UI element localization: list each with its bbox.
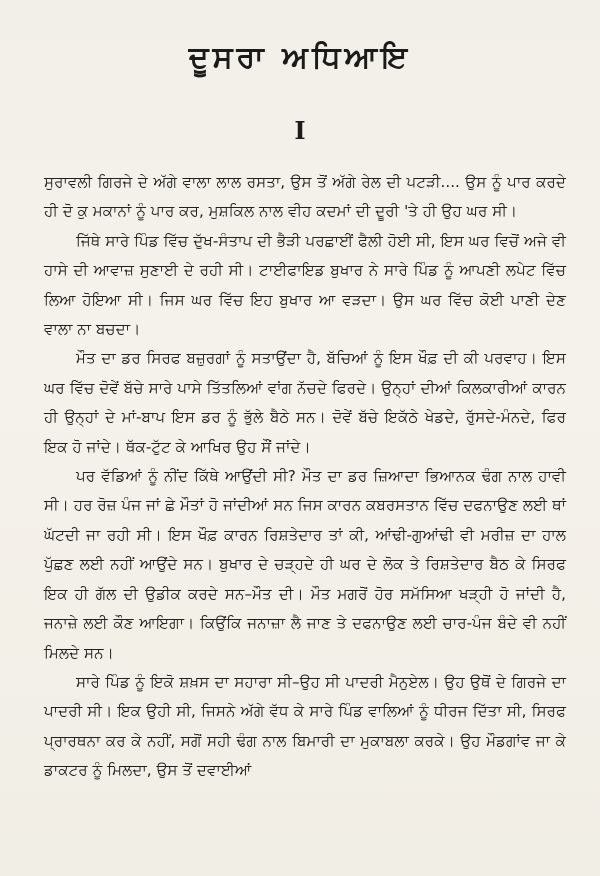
paragraph-2: ਜਿੱਥੇ ਸਾਰੇ ਪਿੰਡ ਵਿੱਚ ਦੁੱਖ-ਸੰਤਾਪ ਦੀ ਭੈੜੀ ਪਰਛਾਈਂ ਫੈਲੀ ਹੋਈ ਸੀ, ਇਸ ਘਰ ਵਿਚੋਂ ਅਜੇ ਵੀ ਹਾਸੇ ਦੀ ਆਵਾਜ਼ ਸੁਣਾਈ ਦੇ ਰਹੀ ਸੀ। ਟਾਈਫਾਇਡ ਬੁਖਾਰ ਨੇ ਸਾਰੇ ਪਿੰਡ ਨੂੰ ਆਪਣੀ ਲਪੇਟ ਵਿੱਚ ਲਿਆ ਹੋਇਆ ਸੀ। ਜਿਸ ਘਰ ਵਿੱਚ ਇਹ ਬੁਖਾਰ ਆ ਵੜਦਾ। ਉਸ ਘਰ ਵਿੱਚ ਕੋਈ ਪਾਣੀ ਦੇਣ ਵਾਲਾ ਨਾ ਬਚਦਾ।	[44, 231, 566, 339]
paragraph-3: ਮੌਤ ਦਾ ਡਰ ਸਿਰਫ ਬਜ਼ੁਰਗਾਂ ਨੂੰ ਸਤਾਉਂਦਾ ਹੈ, ਬੱਚਿਆਂ ਨੂੰ ਇਸ ਖੌਫ਼ ਦੀ ਕੀ ਪਰਵਾਹ। ਇਸ ਘਰ ਵਿੱਚ ਦੋਵੇਂ ਬੱਚੇ ਸਾਰੇ ਪਾਸੇ ਤਿੱਤਲਿਆਂ ਵਾਂਗ ਨੱਚਦੇ ਫਿਰਦੇ। ਉਨ੍ਹਾਂ ਦੀਆਂ ਕਿਲਕਾਰੀਆਂ ਕਾਰਨ ਹੀ ਉਨ੍ਹਾਂ ਦੇ ਮਾਂ-ਬਾਪ ਇਸ ਡਰ ਨੂੰ ਭੁੱਲੇ ਬੈਠੇ ਸਨ। ਦੋਵੇਂ ਬੱਚੇ ਇਕੱਠੇ ਖੇਡਦੇ, ਰੁੱਸਦੇ-ਮੰਨਦੇ, ਫਿਰ ਇਕ ਹੋ ਜਾਂਦੇ। ਥੱਕ-ਟੁੱਟ ਕੇ ਆਖਿਰ ਉਹ ਸੌਂ ਜਾਂਦੇ।	[44, 349, 566, 456]
section-numeral: I	[294, 116, 306, 145]
paragraph-1: ਸੁਰਾਵਲੀ ਗਿਰਜੇ ਦੇ ਅੱਗੇ ਵਾਲਾ ਲਾਲ ਰਸਤਾ, ਉਸ ਤੋਂ ਅੱਗੇ ਰੇਲ ਦੀ ਪਟੜੀ.... ਉਸ ਨੂੰ ਪਾਰ ਕਰਦੇ ਹੀ ਦੋ ਕੁ ਮਕਾਨਾਂ ਨੂੰ ਪਾਰ ਕਰ, ਮੁਸ਼ਕਿਲ ਨਾਲ ਵੀਹ ਕਦਮਾਂ ਦੀ ਦੂਰੀ 'ਤੇ ਹੀ ਉਹ ਘਰ ਸੀ।	[44, 173, 566, 221]
chapter-title: ਦੂਸਰਾ ਅਧਿਆਇ	[188, 40, 412, 75]
paragraph-5: ਸਾਰੇ ਪਿੰਡ ਨੂੰ ਇਕੋ ਸ਼ਖ਼ਸ ਦਾ ਸਹਾਰਾ ਸੀ–ਉਹ ਸੀ ਪਾਦਰੀ ਮੈਨੁਏਲ। ਉਹ ਉਥੋਂ ਦੇ ਗਿਰਜੇ ਦਾ ਪਾਦਰੀ ਸੀ। ਇਕ ਉਹੀ ਸੀ, ਜਿਸਨੇ ਅੱਗੇ ਵੱਧ ਕੇ ਸਾਰੇ ਪਿੰਡ ਵਾਲਿਆਂ ਨੂੰ ਧੀਰਜ ਦਿੱਤਾ ਸੀ, ਸਿਰਫ ਪ੍ਰਾਰਥਨਾ ਕਰ ਕੇ ਨਹੀਂ, ਸਗੋਂ ਸਹੀ ਢੰਗ ਨਾਲ ਬਿਮਾਰੀ ਦਾ ਮੁਕਾਬਲਾ ਕਰਕੇ। ਉਹ ਮੌਡਗਾਂਵ ਜਾ ਕੇ ਡਾਕਟਰ ਨੂੰ ਮਿਲਦਾ, ਉਸ ਤੋਂ ਦਵਾਈਆਂ	[44, 672, 566, 780]
paragraph-4: ਪਰ ਵੱਡਿਆਂ ਨੂੰ ਨੀਂਦ ਕਿੱਥੇ ਆਉਂਦੀ ਸੀ? ਮੌਤ ਦਾ ਡਰ ਜ਼ਿਆਦਾ ਭਿਆਨਕ ਢੰਗ ਨਾਲ ਹਾਵੀ ਸੀ। ਹਰ ਰੋਜ਼ ਪੰਜ ਜਾਂ ਛੇ ਮੌਤਾਂ ਹੋ ਜਾਂਦੀਆਂ ਸਨ ਜਿਸ ਕਾਰਨ ਕਬਰਸਤਾਨ ਵਿੱਚ ਦਫਨਾਉਣ ਲਈ ਥਾਂ ਘੱਟਦੀ ਜਾ ਰਹੀ ਸੀ। ਇਸ ਖੌਫ਼ ਕਾਰਨ ਰਿਸ਼ਤੇਦਾਰ ਤਾਂ ਕੀ, ਆਂਢੀ-ਗੁਆਂਢੀ ਵੀ ਮਰੀਜ਼ ਦਾ ਹਾਲ ਪੁੱਛਣ ਲਈ ਨਹੀਂ ਆਉਂਦੇ ਸਨ। ਬੁਖਾਰ ਦੇ ਚੜ੍ਹਦੇ ਹੀ ਘਰ ਦੇ ਲੋਕ ਤੇ ਰਿਸ਼ਤੇਦਾਰ ਬੈਠ ਕੇ ਸਿਰਫ ਇਕ ਹੀ ਗੱਲ ਦੀ ਉਡੀਕ ਕਰਦੇ ਸਨ–ਮੌਤ ਦੀ। ਮੌਤ ਮਗਰੋਂ ਹੋਰ ਸਮੱਸਿਆ ਖੜ੍ਹੀ ਹੋ ਜਾਂਦੀ ਹੈ, ਜਨਾਜ਼ੇ ਲਈ ਕੌਣ ਆਇਗਾ। ਕਿਉਂਕਿ ਜਨਾਜ਼ਾ ਲੈ ਜਾਣ ਤੇ ਦਫਨਾਉਣ ਲਈ ਚਾਰ-ਪੰਜ ਬੰਦੇ ਵੀ ਨਹੀਂ ਮਿਲਦੇ ਸਨ।	[44, 467, 566, 662]
body-text	[44, 168, 566, 786]
